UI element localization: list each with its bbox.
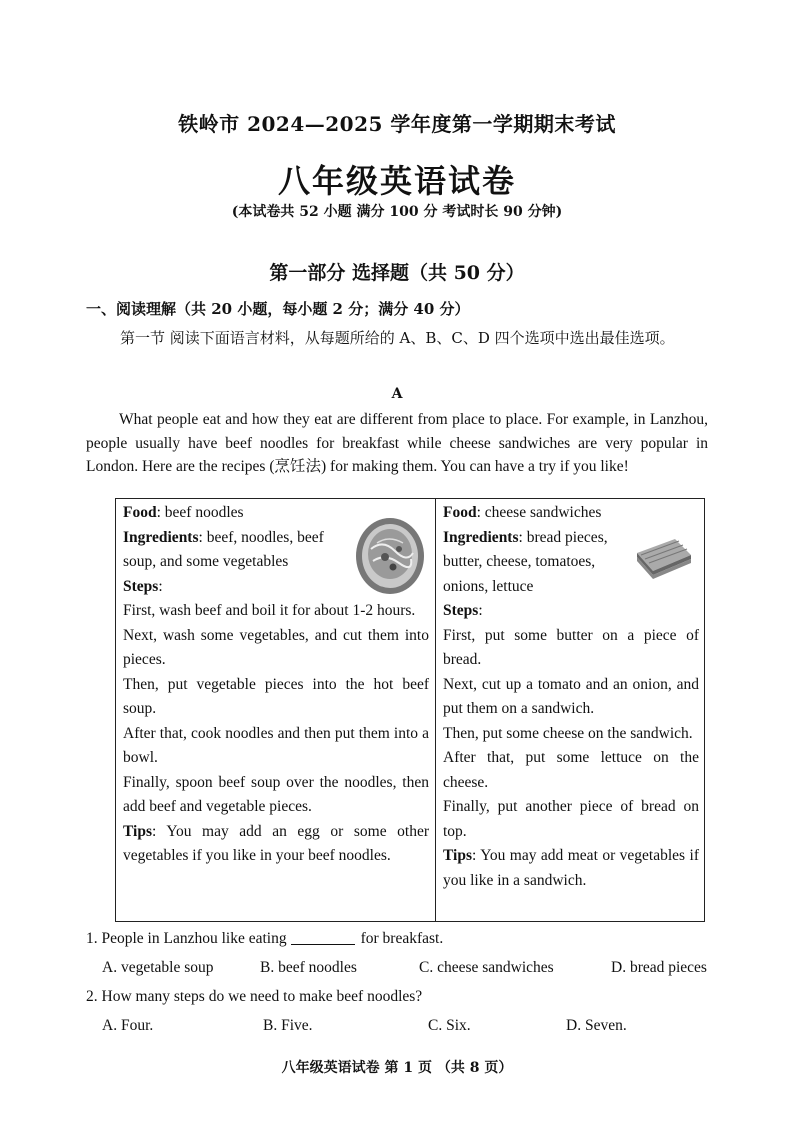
tips-left: : You may add an egg or some other vegetables if you like in your beef noodles. [123, 822, 429, 864]
passage-text: What people eat and how they eat are different from place to place. For example, in Lanzhou, people usually have beef noodles for breakfast while cheese sandwiches are very popular in London. Here are the recipes (烹饪法) for making them. You can have a try if you like! [86, 411, 708, 475]
recipe-table [115, 498, 705, 922]
steps-colon-right: : [478, 602, 483, 619]
question-1-option-a[interactable]: A. vegetable soup [102, 959, 214, 976]
exam-info: (本试卷共 52 小题 满分 100 分 考试时长 90 分钟) [231, 204, 563, 220]
answer-blank [291, 930, 355, 945]
tips-label-left: Tips [123, 822, 153, 840]
table-divider [435, 499, 436, 921]
section-title: 一、阅读理解（共 20 小题，每小题 2 分；满分 40 分） [86, 300, 470, 318]
food-label-right: Food [443, 504, 477, 521]
paper-title: 八年级英语试卷 [277, 162, 516, 200]
question-2-option-b[interactable]: B. Five. [263, 1017, 313, 1034]
step-left-4: After that, cook noodles and then put them into a bowl. [123, 724, 429, 766]
recipe-beef-noodles [123, 501, 429, 869]
recipe-cheese-sandwiches [443, 501, 699, 893]
page-footer: 八年级英语试卷 第 1 页 （共 8 页） [281, 1060, 513, 1076]
step-left-2: Next, wash some vegetables, and cut them into pieces. [123, 626, 429, 668]
question-1-option-c[interactable]: C. cheese sandwiches [419, 959, 554, 976]
step-right-5: Finally, put another piece of bread on top. [443, 798, 699, 840]
step-left-3: Then, put vegetable pieces into the hot beef soup. [123, 675, 429, 717]
beef-noodles-photo [355, 509, 425, 595]
ingredients-right-line3: onions, lettuce [443, 577, 534, 595]
ingredients-left-line2: soup, and some vegetables [123, 553, 289, 570]
steps-label-right: Steps [443, 602, 479, 619]
tips-right: : You may add meat or vegetables if you like in a sandwich. [443, 847, 699, 889]
question-2-option-a[interactable]: A. Four. [102, 1017, 154, 1034]
ingredients-right-line2: butter, cheese, tomatoes, [443, 553, 596, 570]
ingredients-left-line1: : beef, noodles, beef [198, 528, 324, 546]
food-name-left: : beef noodles [156, 504, 244, 521]
passage-label: A [391, 386, 403, 402]
tips-label-right: Tips [443, 847, 473, 864]
food-name-right: : cheese sandwiches [476, 504, 602, 521]
steps-colon-left: : [158, 577, 163, 595]
step-left-5: Finally, spoon beef soup over the noodles, then add beef and vegetable pieces. [123, 773, 429, 815]
cheese-sandwich-photo [635, 533, 693, 581]
question-1-option-d[interactable]: D. bread pieces [611, 959, 707, 976]
steps-label-left: Steps [123, 577, 159, 595]
step-right-3: Then, put some cheese on the sandwich. [443, 724, 693, 742]
part-one-heading: 第一部分 选择题（共 50 分） [269, 262, 525, 284]
ingredients-right-line1: : bread pieces, [518, 528, 608, 546]
exam-title: 铁岭市 2024—2025 学年度第一学期期末考试 [178, 112, 616, 136]
question-2-option-d[interactable]: D. Seven. [566, 1017, 627, 1034]
ingredients-label-left: Ingredients [123, 528, 199, 546]
question-1-stem-after: for breakfast. [360, 930, 444, 947]
ingredients-label-right: Ingredients [443, 528, 519, 546]
question-1-stem-before: 1. People in Lanzhou like eating [86, 930, 287, 947]
question-2-stem: 2. How many steps do we need to make beef noodles? [86, 988, 423, 1005]
subsection-instruction: 第一节 阅读下面语言材料，从每题所给的 A、B、C、D 四个选项中选出最佳选项。 [120, 329, 675, 347]
question-1-option-b[interactable]: B. beef noodles [260, 959, 357, 976]
step-right-4: After that, put some lettuce on the cheese. [443, 749, 699, 791]
question-2-option-c[interactable]: C. Six. [428, 1017, 471, 1034]
step-left-1: First, wash beef and boil it for about 1-2 hours. [123, 602, 416, 619]
question-1-stem [86, 930, 443, 948]
step-right-1: First, put some butter on a piece of bread. [443, 626, 699, 668]
food-label-left: Food [123, 504, 157, 521]
step-right-2: Next, cut up a tomato and an onion, and put them on a sandwich. [443, 675, 699, 717]
